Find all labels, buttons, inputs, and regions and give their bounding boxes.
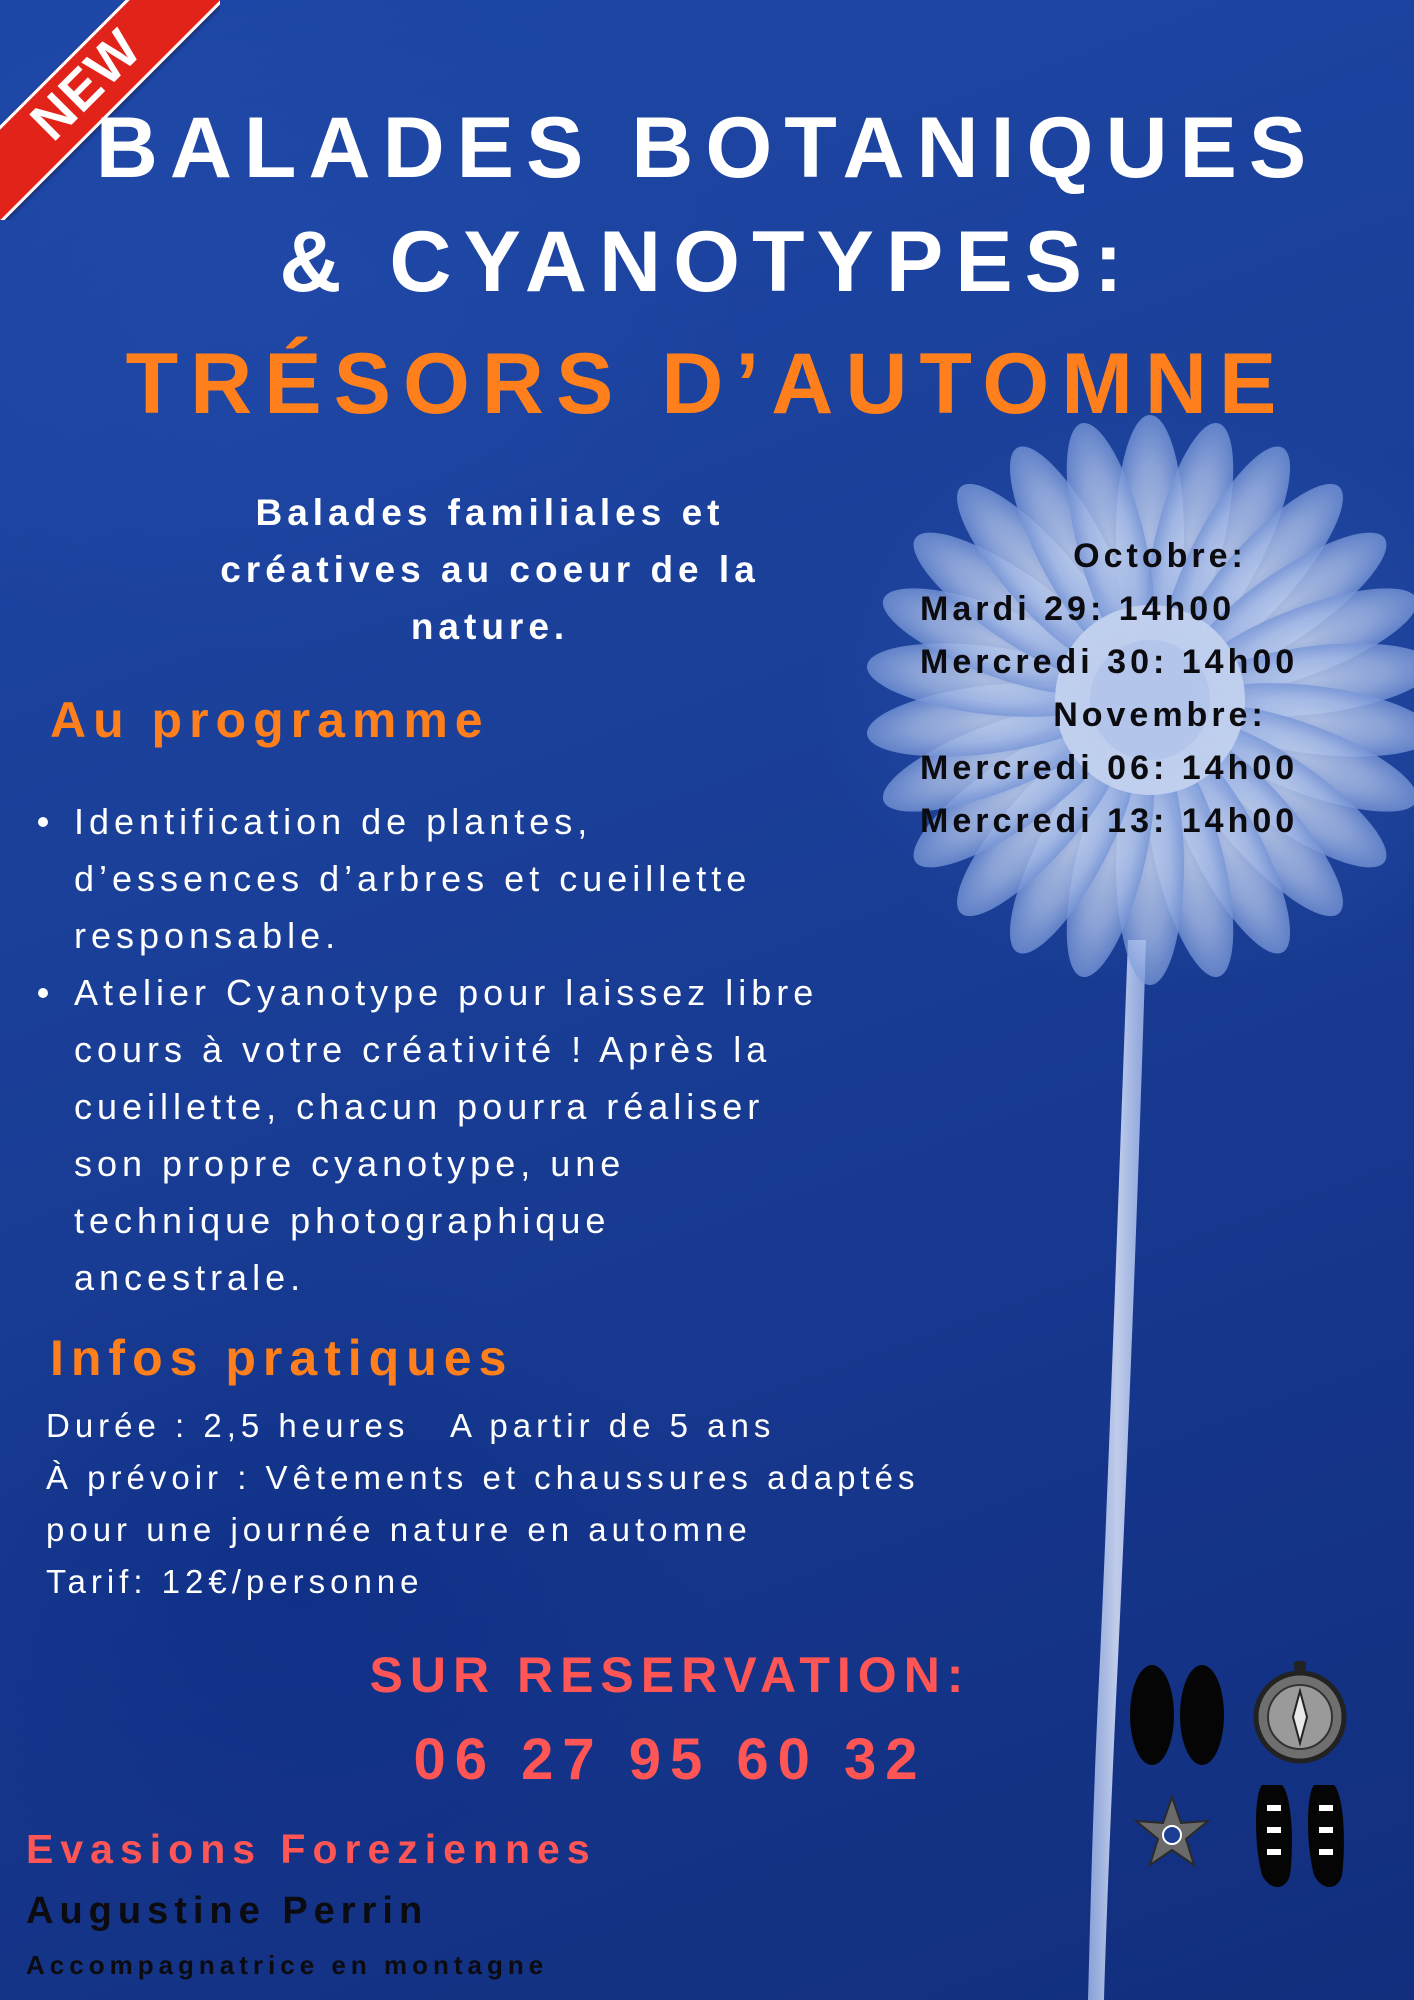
- footprints-icon: [1256, 1785, 1344, 1887]
- list-item: [28, 964, 1028, 1306]
- programme-heading: Au programme: [50, 692, 490, 748]
- logo-icons: [1130, 1655, 1370, 1895]
- infos-line: À prévoir : Vêtements et chaussures adaptés: [46, 1459, 920, 1496]
- compass-icon: [1256, 1661, 1344, 1761]
- intro-line-3: nature.: [410, 606, 570, 647]
- month-october: Octobre:: [1073, 537, 1247, 575]
- reservation-phone: 06 27 95 60 32: [413, 1727, 927, 1792]
- programme-item-text: Atelier Cyanotype pour laissez libre cours à votre créativité ! Après la cueillette, chacun pourra réaliser son propre cyanotype, une technique photographique ancestrale.: [74, 972, 819, 1298]
- bullet-icon: [38, 988, 48, 998]
- title-line-3: TRÉSORS D’AUTOMNE: [125, 336, 1289, 432]
- date-slot: Mercredi 30: 14h00: [920, 643, 1299, 681]
- guide-name: Augustine Perrin: [26, 1890, 429, 1932]
- intro-text: [140, 484, 840, 655]
- infos-line: pour une journée nature en automne: [46, 1511, 752, 1548]
- guide-role: Accompagnatrice en montagne: [26, 1950, 549, 1980]
- flower-icon: [1136, 1797, 1208, 1865]
- new-badge-label: NEW: [0, 0, 220, 220]
- organization-name: Evasions Foreziennes: [26, 1826, 597, 1872]
- date-slot: Mardi 29: 14h00: [920, 590, 1236, 628]
- infos-line: Tarif: 12€/personne: [46, 1563, 424, 1600]
- month-november: Novembre:: [1053, 696, 1267, 734]
- reservation-label: SUR RESERVATION:: [369, 1647, 971, 1703]
- hoof-print-icon: [1130, 1665, 1224, 1765]
- infos-line: Durée : 2,5 heures A partir de 5 ans: [46, 1407, 776, 1444]
- title-line-2: & CYANOTYPES:: [279, 214, 1135, 310]
- infos-heading: Infos pratiques: [50, 1330, 514, 1386]
- bullet-icon: [38, 817, 48, 827]
- intro-line-2: créatives au coeur de la: [220, 549, 760, 590]
- infos-block: [46, 1400, 1146, 1608]
- title-line-1: BALADES BOTANIQUES: [95, 100, 1319, 196]
- date-slot: Mercredi 06: 14h00: [920, 749, 1299, 787]
- list-item: [28, 793, 1028, 964]
- intro-line-1: Balades familiales et: [255, 492, 725, 533]
- date-slot: Mercredi 13: 14h00: [920, 802, 1299, 840]
- programme-list: [28, 793, 1028, 1306]
- programme-item-text: Identification de plantes, d’essences d’arbres et cueillette responsable.: [74, 801, 752, 956]
